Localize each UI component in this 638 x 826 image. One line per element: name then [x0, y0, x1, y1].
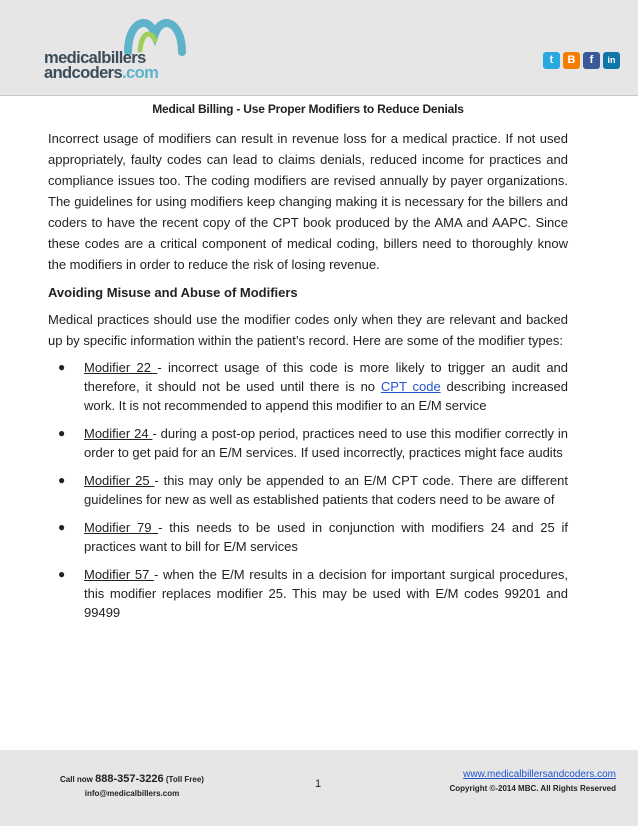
- toll-free-label: (Toll Free): [165, 775, 204, 784]
- list-item-text: - this needs to be used in conjunction with modifiers 24 and 25 if practices want to bill for E/M services: [84, 520, 569, 554]
- company-logo[interactable]: [44, 10, 194, 90]
- document-title: Medical Billing - Use Proper Modifiers to Reduce Denials: [152, 102, 464, 116]
- social-links: [543, 52, 620, 69]
- logo-wordmark: [44, 51, 158, 81]
- footer-call-line: [60, 772, 204, 787]
- list-item-text: - incorrect usage of this code is more likely to trigger an audit and therefore, it should not be used until there is no: [84, 360, 569, 394]
- page-number: 1: [315, 778, 322, 790]
- page-footer: [0, 750, 638, 826]
- article-body: [48, 97, 568, 631]
- list-item: [48, 565, 568, 622]
- list-item: [48, 518, 568, 556]
- list-item-text: - this may only be appended to an E/M CPT code. There are different guidelines for new as well as established patients that coders need to be aware of: [84, 473, 569, 507]
- footer-email[interactable]: info@medicalbillers.com: [84, 789, 180, 798]
- phone-number[interactable]: 888-357-3226: [95, 773, 164, 785]
- section-heading: Avoiding Misuse and Abuse of Modifiers: [48, 285, 298, 300]
- list-item-text-cont: describing increased work. It is not recommended to append this modifier to an E/M service: [84, 379, 568, 413]
- logo-line-2: [44, 66, 158, 81]
- twitter-icon[interactable]: t: [543, 52, 560, 69]
- cpt-code-link[interactable]: CPT code: [380, 379, 441, 394]
- modifier-79-link[interactable]: Modifier 79: [84, 520, 159, 535]
- bullet-icon: ●: [58, 360, 66, 374]
- bullet-icon: ●: [58, 567, 66, 581]
- list-item: [48, 358, 568, 415]
- modifier-24-link[interactable]: Modifier 24: [84, 426, 153, 441]
- blogger-icon[interactable]: B: [563, 52, 580, 69]
- footer-site-info: [449, 768, 616, 796]
- logo-line-1: medicalbillers: [44, 49, 146, 67]
- logo-line-2-name: andcoders: [44, 64, 123, 82]
- copyright-text: Copyright ©-2014 MBC. All Rights Reserved: [449, 784, 616, 793]
- page-header: [0, 0, 638, 95]
- list-item-text: - during a post-op period, practices need to use this modifier correctly in order to get paid for an E/M services. If used incorrectly, practices might face audits: [84, 426, 568, 460]
- call-label: Call now: [60, 775, 93, 784]
- modifier-list: [48, 358, 568, 622]
- logo-line-2-domain: .com: [122, 64, 159, 82]
- list-item: [48, 424, 568, 462]
- modifier-25-link[interactable]: Modifier 25: [84, 473, 155, 488]
- list-item-text: - when the E/M results in a decision for important surgical procedures, this modifier replaces modifier 25. This may be used with E/M codes 99201 and 99499: [84, 567, 568, 620]
- bullet-icon: ●: [58, 426, 66, 440]
- bullet-icon: ●: [58, 473, 66, 487]
- linkedin-icon[interactable]: in: [603, 52, 620, 69]
- intro-paragraph: Incorrect usage of modifiers can result in revenue loss for a medical practice. If not used appropriately, faulty codes can lead to claims denials, reduced income for practices and compliance issues too. The coding modifiers are revised annually by payer organizations. The guidelines for using modifiers keep changing making it is necessary for the billers and coders to have the recent copy of the CPT book produced by the AMA and AAPC. Since these codes are a critical component of medical coding, billers need to thoroughly know the modifiers in order to reduce the risk of losing revenue.: [48, 131, 568, 272]
- section-paragraph: Medical practices should use the modifier codes only when they are relevant and backed up by specific information within the patient’s record. Here are some of the modifier types:: [48, 312, 568, 348]
- list-item: [48, 471, 568, 509]
- header-divider: [0, 95, 638, 96]
- bullet-icon: ●: [58, 520, 66, 534]
- website-link[interactable]: www.medicalbillersandcoders.com: [463, 769, 616, 780]
- modifier-22-link[interactable]: Modifier 22: [84, 360, 158, 375]
- footer-contact: [60, 772, 204, 801]
- facebook-icon[interactable]: f: [583, 52, 600, 69]
- modifier-57-link[interactable]: Modifier 57: [84, 567, 155, 582]
